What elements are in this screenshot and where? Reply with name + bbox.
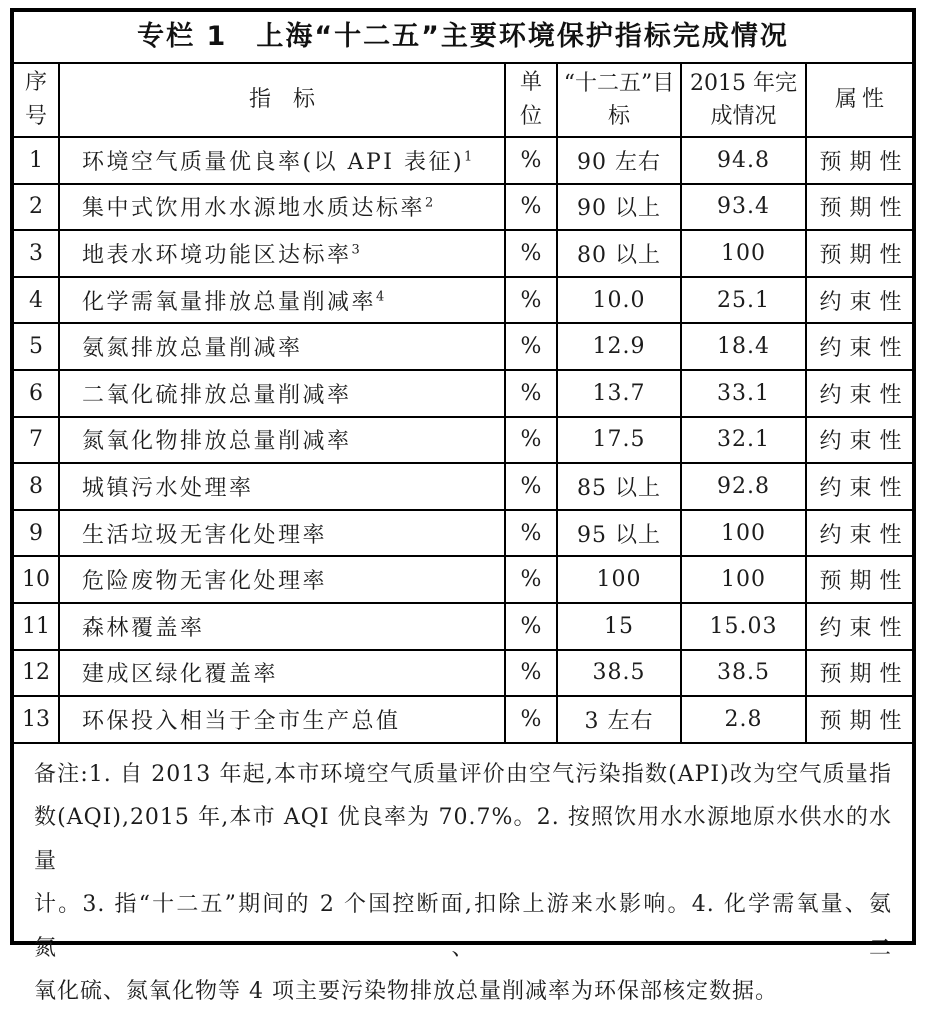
target-cell: 100 (557, 556, 681, 603)
footnote-ref: 2 (425, 196, 434, 212)
indicator-name (59, 323, 505, 370)
table-row (14, 277, 912, 324)
unit-cell: % (505, 603, 557, 650)
table-body (14, 137, 912, 743)
indicator-name (59, 510, 505, 557)
table-row (14, 510, 912, 557)
completion-cell: 100 (681, 510, 806, 557)
indicator-text: 二氧化硫排放总量削减率 (82, 382, 352, 408)
table-row (14, 230, 912, 277)
target-cell: 95 以上 (557, 510, 681, 557)
table-row (14, 696, 912, 743)
note-line: 计。3. 指“十二五”期间的 2 个国控断面,扣除上游来水影响。4. 化学需氧量、氨氮、二 (34, 892, 892, 961)
indicator-text: 生活垃圾无害化处理率 (82, 522, 328, 548)
attribute-cell: 约束性 (806, 277, 912, 324)
unit-cell: % (505, 696, 557, 743)
indicator-name (59, 650, 505, 697)
table-row (14, 417, 912, 464)
col-header-indicator: 指 标 (59, 64, 505, 137)
row-number: 3 (14, 230, 59, 277)
attribute-cell: 预期性 (806, 696, 912, 743)
row-number: 6 (14, 370, 59, 417)
indicator-text: 地表水环境功能区达标率 (82, 242, 352, 268)
attribute-cell: 预期性 (806, 650, 912, 697)
unit-cell: % (505, 137, 557, 184)
indicator-text: 环境空气质量优良率(以 API 表征) (82, 149, 465, 175)
table-box (10, 8, 916, 1005)
col-header-completion: 2015 年完成情况 (681, 64, 806, 137)
attribute-cell: 约束性 (806, 323, 912, 370)
indicator-text: 城镇污水处理率 (82, 475, 254, 501)
target-cell: 17.5 (557, 417, 681, 464)
completion-cell: 25.1 (681, 277, 806, 324)
indicator-name (59, 370, 505, 417)
completion-cell: 18.4 (681, 323, 806, 370)
indicator-name (59, 184, 505, 231)
indicator-text: 危险废物无害化处理率 (82, 569, 328, 595)
completion-cell: 100 (681, 556, 806, 603)
indicator-text: 氮氧化物排放总量削减率 (82, 429, 352, 455)
unit-cell: % (505, 230, 557, 277)
attribute-cell: 约束性 (806, 603, 912, 650)
unit-cell: % (505, 277, 557, 324)
indicator-name (59, 417, 505, 464)
indicator-name (59, 463, 505, 510)
unit-cell: % (505, 650, 557, 697)
row-number: 4 (14, 277, 59, 324)
target-cell: 15 (557, 603, 681, 650)
col-header-no: 序号 (14, 64, 59, 137)
unit-cell: % (505, 463, 557, 510)
table-row (14, 184, 912, 231)
completion-cell: 100 (681, 230, 806, 277)
indicators-table (14, 64, 912, 744)
table-row (14, 650, 912, 697)
unit-cell: % (505, 417, 557, 464)
table-row (14, 603, 912, 650)
row-number: 5 (14, 323, 59, 370)
note-line: 数(AQI),2015 年,本市 AQI 优良率为 70.7%。2. 按照饮用水水源地原水供水的水量 (34, 805, 892, 874)
attribute-cell: 约束性 (806, 417, 912, 464)
indicator-name (59, 137, 505, 184)
indicator-text: 环保投入相当于全市生产总值 (82, 708, 401, 734)
indicator-name (59, 696, 505, 743)
row-number: 13 (14, 696, 59, 743)
target-cell: 13.7 (557, 370, 681, 417)
table-row (14, 556, 912, 603)
row-number: 7 (14, 417, 59, 464)
row-number: 10 (14, 556, 59, 603)
attribute-cell: 约束性 (806, 463, 912, 510)
completion-cell: 2.8 (681, 696, 806, 743)
unit-cell: % (505, 184, 557, 231)
col-header-target: “十二五”目标 (557, 64, 681, 137)
target-cell: 38.5 (557, 650, 681, 697)
target-cell: 10.0 (557, 277, 681, 324)
attribute-cell: 预期性 (806, 230, 912, 277)
row-number: 1 (14, 137, 59, 184)
target-cell: 90 以上 (557, 184, 681, 231)
header-row (14, 64, 912, 137)
attribute-cell: 约束性 (806, 510, 912, 557)
indicator-name (59, 277, 505, 324)
indicator-name (59, 556, 505, 603)
row-number: 11 (14, 603, 59, 650)
table-title: 专栏 1 上海“十二五”主要环境保护指标完成情况 (14, 12, 912, 64)
unit-cell: % (505, 370, 557, 417)
indicator-text: 建成区绿化覆盖率 (82, 662, 279, 688)
footnote-ref: 4 (376, 289, 385, 305)
row-number: 12 (14, 650, 59, 697)
indicator-text: 氨氮排放总量削减率 (82, 336, 303, 362)
indicator-text: 森林覆盖率 (82, 615, 205, 641)
unit-cell: % (505, 556, 557, 603)
indicator-text: 化学需氧量排放总量削减率 (82, 289, 377, 315)
indicator-text: 集中式饮用水水源地水质达标率 (82, 196, 426, 222)
footnote-ref: 1 (464, 149, 473, 165)
target-cell: 90 左右 (557, 137, 681, 184)
attribute-cell: 约束性 (806, 370, 912, 417)
target-cell: 85 以上 (557, 463, 681, 510)
unit-cell: % (505, 510, 557, 557)
indicator-name (59, 230, 505, 277)
target-cell: 12.9 (557, 323, 681, 370)
row-number: 8 (14, 463, 59, 510)
row-number: 2 (14, 184, 59, 231)
unit-cell: % (505, 323, 557, 370)
footnote-ref: 3 (351, 242, 360, 258)
note-line: 备注:1. 自 2013 年起,本市环境空气质量评价由空气污染指数(API)改为空气质量指 (34, 761, 892, 787)
table-row (14, 463, 912, 510)
row-number: 9 (14, 510, 59, 557)
attribute-cell: 预期性 (806, 137, 912, 184)
table-row (14, 137, 912, 184)
completion-cell: 92.8 (681, 463, 806, 510)
completion-cell: 33.1 (681, 370, 806, 417)
attribute-cell: 预期性 (806, 184, 912, 231)
notes-section (14, 744, 912, 1014)
target-cell: 3 左右 (557, 696, 681, 743)
col-header-attribute: 属性 (806, 64, 912, 137)
table-row (14, 323, 912, 370)
indicator-name (59, 603, 505, 650)
completion-cell: 94.8 (681, 137, 806, 184)
attribute-cell: 预期性 (806, 556, 912, 603)
completion-cell: 38.5 (681, 650, 806, 697)
completion-cell: 32.1 (681, 417, 806, 464)
table-row (14, 370, 912, 417)
note-line: 氧化硫、氮氧化物等 4 项主要污染物排放总量削减率为环保部核定数据。 (34, 979, 778, 1005)
completion-cell: 15.03 (681, 603, 806, 650)
target-cell: 80 以上 (557, 230, 681, 277)
col-header-unit: 单位 (505, 64, 557, 137)
completion-cell: 93.4 (681, 184, 806, 231)
